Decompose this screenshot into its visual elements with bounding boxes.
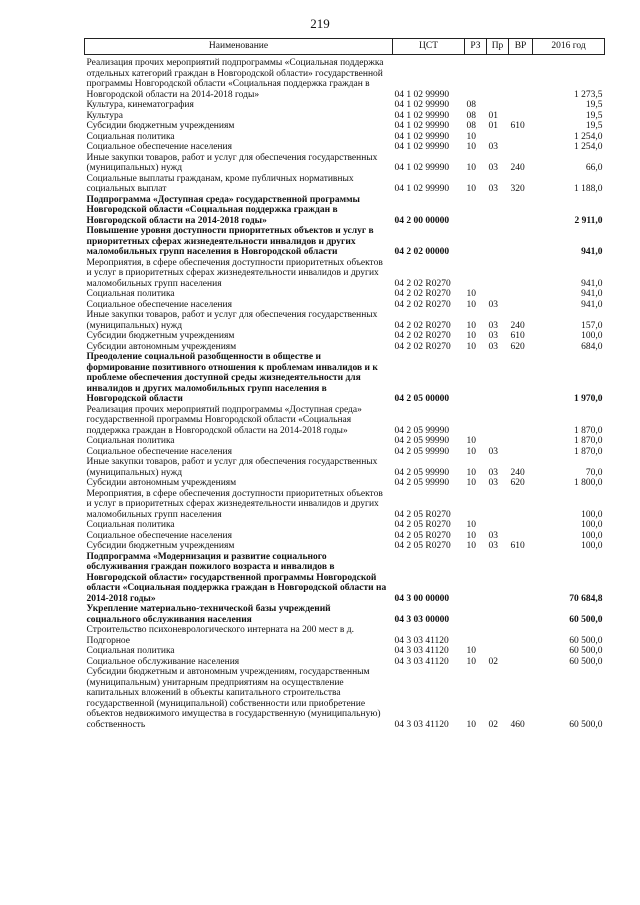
row-name: Социальная политика: [86, 289, 175, 299]
row-name: Иные закупки товаров, работ и услуг для обеспечения государственных (муниципальных) нужд: [86, 310, 378, 331]
row-vr: [509, 646, 533, 657]
row-vr: [509, 405, 533, 437]
row-name: Культура, кинематография: [86, 100, 194, 110]
row-pr: 03: [488, 184, 498, 194]
row-name: Социальное обслуживание населения: [86, 656, 240, 667]
row-cst: 04 2 05 R0270: [394, 509, 451, 520]
row-amount: 941,0: [581, 278, 603, 289]
row-amount: 100,0: [581, 541, 603, 551]
row-vr: [509, 604, 533, 625]
row-vr: [509, 58, 533, 100]
row-amount: 60 500,0: [569, 719, 603, 730]
row-cst: 04 2 05 99990: [394, 436, 450, 446]
row-vr: [509, 520, 533, 531]
row-cst: 04 2 00 00000: [394, 215, 450, 226]
row-amount: 1 870,0: [574, 446, 603, 457]
row-cst: 04 2 02 R0270: [394, 320, 451, 331]
row-vr: [509, 300, 533, 311]
row-rz: 10: [466, 478, 476, 488]
row-pr: [487, 436, 509, 447]
row-amount: 19,5: [585, 110, 603, 121]
row-amount: 60 500,0: [569, 614, 603, 625]
row-pr: 03: [488, 163, 498, 173]
row-name: Мероприятия, в сфере обеспечения доступности приоритетных объектов и услуг в приоритетных сферах жизнедеятельности инвалидов и других маломобильных групп населения: [86, 257, 383, 289]
row-rz: [465, 195, 487, 227]
row-name: Укрепление материально-технической базы учреждений социального обслуживания населения: [86, 604, 331, 625]
row-amount: 1 970,0: [574, 394, 603, 404]
row-cst: 04 2 02 R0270: [394, 289, 451, 299]
row-cst: 04 2 02 R0270: [394, 341, 451, 352]
table-row: [85, 552, 605, 605]
row-name: Социальное обеспечение населения: [86, 530, 232, 541]
row-rz: [465, 625, 487, 646]
row-amount: 157,0: [581, 320, 603, 331]
row-rz: 10: [466, 341, 476, 352]
table-row: [85, 111, 605, 122]
table-row: [85, 478, 605, 489]
row-pr: 03: [488, 530, 498, 541]
row-name: Подпрограмма «Доступная среда» государственной программы Новгородской области «Социальная поддержка граждан в Новгородской области на 2014-2018 годы»: [86, 194, 360, 226]
row-vr: 460: [510, 719, 525, 730]
row-rz: [465, 552, 487, 605]
row-vr: [509, 625, 533, 646]
row-rz: 10: [466, 320, 476, 331]
table-row: [85, 541, 605, 552]
row-name: Субсидии автономным учреждениям: [86, 478, 237, 488]
row-name: Социальная политика: [86, 646, 175, 656]
row-cst: 04 2 05 R0270: [394, 520, 451, 530]
row-vr: 240: [510, 320, 525, 331]
table-row: [85, 289, 605, 300]
row-rz: [465, 604, 487, 625]
row-pr: [487, 226, 509, 258]
row-pr: 03: [488, 142, 498, 152]
row-amount: 19,5: [585, 121, 603, 131]
row-rz: 10: [466, 331, 476, 341]
row-name: Социальное обеспечение населения: [86, 299, 232, 310]
row-amount: 100,0: [581, 509, 603, 520]
table-row: [85, 457, 605, 478]
row-cst: 04 3 03 41120: [394, 719, 449, 730]
column-header-rz: РЗ: [465, 39, 487, 55]
row-pr: 02: [488, 656, 498, 667]
row-name: Социальная политика: [86, 520, 175, 530]
row-cst: 04 1 02 99990: [394, 89, 450, 100]
table-row: [85, 625, 605, 646]
table-row: [85, 489, 605, 521]
row-amount: 2 911,0: [574, 215, 603, 226]
row-cst: 04 2 02 R0270: [394, 299, 451, 310]
row-cst: 04 2 05 00000: [394, 394, 450, 404]
table-row: [85, 310, 605, 331]
table-row: [85, 520, 605, 531]
row-cst: 04 3 03 41120: [394, 656, 449, 667]
row-vr: [509, 489, 533, 521]
row-rz: 10: [466, 467, 476, 478]
table-row: [85, 531, 605, 542]
row-pr: [487, 289, 509, 300]
row-amount: 684,0: [581, 341, 603, 352]
table-row: [85, 604, 605, 625]
row-pr: [487, 604, 509, 625]
row-pr: 03: [488, 331, 498, 341]
row-rz: 10: [466, 656, 476, 667]
row-cst: 04 1 02 99990: [394, 163, 450, 173]
row-amount: 60 500,0: [569, 635, 603, 646]
row-amount: 66,0: [585, 163, 603, 173]
row-name: Субсидии бюджетным учреждениям: [86, 541, 235, 551]
row-pr: 03: [488, 446, 498, 457]
row-rz: [465, 352, 487, 405]
row-cst: 04 1 02 99990: [394, 110, 450, 121]
row-cst: 04 2 02 R0270: [394, 331, 451, 341]
row-rz: 10: [466, 142, 476, 152]
row-name: Преодоление социальной разобщенности в обществе и формирование позитивного отношения к проблемам инвалидов и к проблеме обеспечения доступной среды жизнедеятельности для инвалидов и других маломобильных групп населения в Новгородской области: [86, 352, 378, 404]
row-amount: 100,0: [581, 530, 603, 541]
row-rz: 10: [466, 436, 476, 446]
row-name: Реализация прочих мероприятий подпрограммы «Социальная поддержка отдельных категорий граждан в Новгородской области» государственной программы Новгородской области «Социальная поддержка граждан в Новгородской области на 2014-2018 годы»: [86, 58, 384, 100]
row-name: Культура: [86, 110, 123, 121]
table-row: [85, 174, 605, 195]
row-pr: [487, 58, 509, 100]
row-amount: 1 273,5: [574, 89, 603, 100]
row-name: Социальное обеспечение населения: [86, 142, 232, 152]
table-row: [85, 226, 605, 258]
row-rz: 10: [466, 520, 476, 530]
row-name: Иные закупки товаров, работ и услуг для обеспечения государственных (муниципальных) нужд: [86, 152, 378, 173]
row-cst: 04 2 05 R0270: [394, 541, 451, 551]
row-name: Социальные выплаты гражданам, кроме публичных нормативных социальных выплат: [86, 173, 354, 194]
row-vr: 610: [510, 331, 525, 341]
row-pr: [487, 352, 509, 405]
row-pr: 01: [488, 121, 498, 131]
row-amount: 60 500,0: [569, 656, 603, 667]
table-row: [85, 436, 605, 447]
row-pr: [487, 195, 509, 227]
row-rz: 10: [466, 530, 476, 541]
row-amount: 1 870,0: [574, 436, 603, 446]
row-rz: [465, 58, 487, 100]
table-row: [85, 646, 605, 657]
row-name: Строительство психоневрологического интерната на 200 мест в д. Подгорное: [86, 625, 354, 646]
row-name: Повышение уровня доступности приоритетных объектов и услуг в приоритетных сферах жизнедеятельности инвалидов и других маломобильных групп населения в Новгородской области: [86, 226, 374, 257]
table-row: [85, 132, 605, 143]
row-vr: [509, 195, 533, 227]
row-pr: 03: [488, 467, 498, 478]
row-cst: 04 1 02 99990: [394, 142, 450, 152]
row-cst: 04 2 05 99990: [394, 425, 450, 436]
row-amount: 100,0: [581, 520, 603, 530]
row-cst: 04 3 03 00000: [394, 614, 450, 625]
page-number: 219: [310, 16, 330, 31]
row-amount: 1 870,0: [574, 425, 603, 436]
row-amount: 941,0: [581, 289, 603, 299]
table-row: [85, 100, 605, 111]
row-amount: 100,0: [581, 331, 603, 341]
row-amount: 1 800,0: [574, 478, 603, 488]
row-name: Реализация прочих мероприятий подпрограммы «Доступная среда» государственной программы Новгородской области «Социальная поддержка граждан в Новгородской области на 2014-2018 годы»: [86, 404, 362, 436]
row-cst: 04 2 05 99990: [394, 478, 450, 488]
row-vr: [509, 289, 533, 300]
row-vr: 620: [510, 341, 525, 352]
column-header-year: 2016 год: [533, 39, 605, 55]
row-pr: 03: [488, 299, 498, 310]
row-rz: 08: [466, 121, 476, 131]
row-cst: 04 3 03 41120: [394, 635, 449, 646]
table-row: [85, 342, 605, 353]
row-rz: [465, 258, 487, 290]
table-row: [85, 121, 605, 132]
row-cst: 04 1 02 99990: [394, 100, 450, 110]
row-vr: 620: [510, 478, 525, 488]
column-header-cst: ЦСТ: [393, 39, 465, 55]
row-pr: 01: [488, 110, 498, 121]
table-row: [85, 331, 605, 342]
row-rz: 10: [466, 646, 476, 656]
row-vr: [509, 111, 533, 122]
row-vr: 240: [510, 163, 525, 173]
row-cst: 04 1 02 99990: [394, 121, 450, 131]
row-amount: 70,0: [585, 467, 603, 478]
row-rz: [465, 226, 487, 258]
row-pr: [487, 646, 509, 657]
row-amount: 941,0: [581, 299, 603, 310]
row-vr: 240: [510, 467, 525, 478]
row-rz: 10: [466, 131, 476, 142]
row-amount: 1 254,0: [574, 131, 603, 142]
table-row: [85, 300, 605, 311]
row-rz: 10: [466, 541, 476, 551]
row-rz: 10: [466, 184, 476, 194]
row-pr: 03: [488, 478, 498, 488]
row-vr: [509, 552, 533, 605]
row-rz: 10: [466, 446, 476, 457]
table-row: [85, 142, 605, 153]
row-pr: [487, 625, 509, 646]
table-row: [85, 352, 605, 405]
row-vr: [509, 447, 533, 458]
row-cst: 04 2 05 99990: [394, 446, 450, 457]
row-pr: [487, 100, 509, 111]
row-name: Социальная политика: [86, 131, 175, 142]
row-amount: 60 500,0: [569, 646, 603, 656]
row-cst: 04 2 05 99990: [394, 467, 450, 478]
table-body: [85, 55, 605, 731]
row-cst: 04 2 05 R0270: [394, 530, 451, 541]
row-pr: 03: [488, 341, 498, 352]
row-name: Иные закупки товаров, работ и услуг для обеспечения государственных (муниципальных) нужд: [86, 457, 378, 478]
row-vr: 320: [510, 184, 525, 194]
column-header-pr: Пр: [487, 39, 509, 55]
budget-table: [84, 38, 605, 730]
table-row: [85, 258, 605, 290]
table-row: [85, 153, 605, 174]
row-vr: [509, 657, 533, 668]
row-rz: 10: [466, 289, 476, 299]
row-rz: 08: [466, 100, 476, 110]
row-rz: [465, 489, 487, 521]
row-name: Субсидии бюджетным и автономным учреждениям, государственным (муниципальным) унитарным предприятиям на осуществление капитальных вложений в объекты капитального строительства государственной (муниципальной) собственности или приобретение объектов недвижимого имущества в государственную (муниципальную) собственность: [86, 667, 381, 730]
row-pr: [487, 489, 509, 521]
table-row: [85, 447, 605, 458]
row-name: Субсидии бюджетным учреждениям: [86, 331, 235, 341]
row-name: Мероприятия, в сфере обеспечения доступности приоритетных объектов и услуг в приоритетных сферах жизнедеятельности инвалидов и других маломобильных групп населения: [86, 488, 383, 520]
column-header-name: Наименование: [85, 39, 393, 55]
row-vr: [509, 352, 533, 405]
row-pr: 03: [488, 541, 498, 551]
row-amount: 70 684,8: [569, 593, 603, 604]
row-rz: 10: [466, 719, 476, 730]
row-pr: [487, 552, 509, 605]
row-amount: 1 254,0: [574, 142, 603, 152]
table-row: [85, 195, 605, 227]
row-name: Социальное обеспечение населения: [86, 446, 232, 457]
row-vr: [509, 132, 533, 143]
row-cst: 04 1 02 99990: [394, 131, 450, 142]
row-rz: 08: [466, 110, 476, 121]
row-pr: [487, 258, 509, 290]
row-vr: [509, 100, 533, 111]
row-pr: 02: [488, 719, 498, 730]
row-cst: 04 1 02 99990: [394, 184, 450, 194]
row-name: Субсидии бюджетным учреждениям: [86, 121, 235, 131]
row-name: Подпрограмма «Модернизация и развитие социального обслуживания граждан пожилого возраста и инвалидов в Новгородской области» государственной программы Новгородской области «Социальная поддержка граждан в Новгородской области на 2014-2018 годы»: [86, 551, 387, 604]
row-cst: 04 2 02 R0270: [394, 278, 451, 289]
row-amount: 941,0: [581, 247, 603, 257]
row-vr: [509, 258, 533, 290]
row-cst: 04 3 00 00000: [394, 593, 450, 604]
table-row: [85, 405, 605, 437]
row-pr: [487, 520, 509, 531]
row-vr: 610: [510, 121, 525, 131]
row-amount: 19,5: [585, 100, 603, 110]
row-pr: [487, 405, 509, 437]
row-rz: 10: [466, 163, 476, 173]
row-cst: 04 2 02 00000: [394, 247, 450, 257]
row-pr: 03: [488, 320, 498, 331]
row-vr: [509, 436, 533, 447]
row-vr: 610: [510, 541, 525, 551]
row-vr: [509, 226, 533, 258]
column-header-vr: ВР: [509, 39, 533, 55]
row-rz: 10: [466, 299, 476, 310]
table-row: [85, 657, 605, 668]
row-vr: [509, 142, 533, 153]
row-cst: 04 3 03 41120: [394, 646, 449, 656]
table-row: [85, 667, 605, 730]
table-header: [85, 39, 605, 55]
row-rz: [465, 405, 487, 437]
row-name: Социальная политика: [86, 436, 175, 446]
table-row: [85, 58, 605, 100]
row-amount: 1 188,0: [574, 184, 603, 194]
row-name: Субсидии автономным учреждениям: [86, 341, 237, 352]
row-vr: [509, 531, 533, 542]
row-pr: [487, 132, 509, 143]
